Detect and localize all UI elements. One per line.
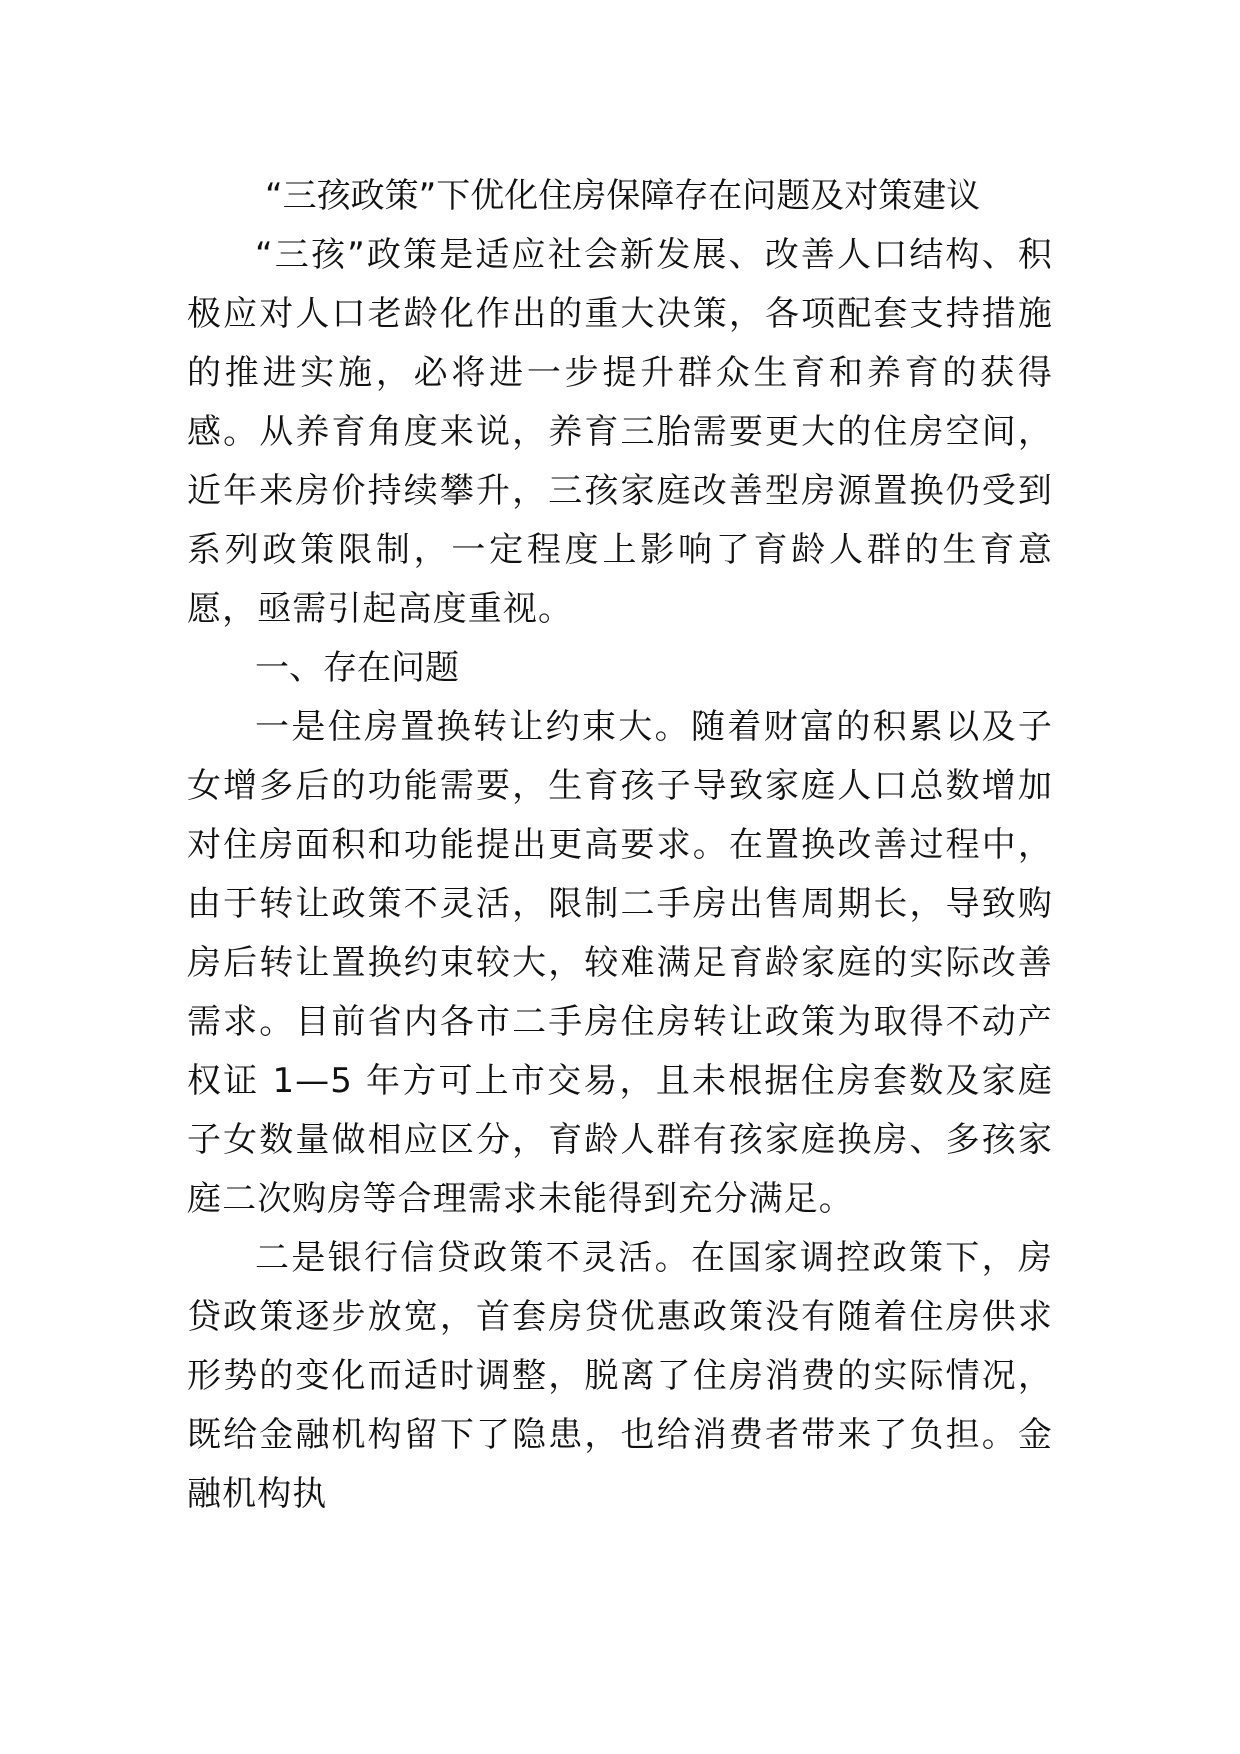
point-one-paragraph: 一是住房置换转让约束大。随着财富的积累以及子女增多后的功能需要，生育孩子导致家庭人口总数增加对住房面积和功能提出更高要求。在置换改善过程中，由于转让政策不灵活，限制二手房出售周期长，导致购房后转让置换约束较大，较难满足育龄家庭的实际改善需求。目前省内各市二手房住房转让政策为取得不动产权证 1—5 年方可上市交易，且未根据住房套数及家庭子女数量做相应区分，育龄人群有孩家庭换房、多孩家庭二次购房等合理需求未能得到充分满足。: [187, 707, 1053, 1219]
point-two-paragraph: 二是银行信贷政策不灵活。在国家调控政策下，房贷政策逐步放宽，首套房贷优惠政策没有随着住房供求形势的变化而适时调整，脱离了住房消费的实际情况，既给金融机构留下了隐患，也给消费者带来了负担。金融机构执: [187, 1238, 1053, 1514]
section-heading: 一、存在问题: [255, 648, 459, 688]
intro-paragraph: “三孩”政策是适应社会新发展、改善人口结构、积极应对人口老龄化作出的重大决策，各项配套支持措施的推进实施，必将进一步提升群众生育和养育的获得感。从养育角度来说，养育三胎需要更大的住房空间，近年来房价持续攀升，三孩家庭改善型房源置换仍受到系列政策限制，一定程度上影响了育龄人群的生育意愿，亟需引起高度重视。: [187, 235, 1053, 629]
document-title: “三孩政策”下优化住房保障存在问题及对策建议: [265, 176, 981, 216]
document-body: [187, 167, 1053, 1524]
